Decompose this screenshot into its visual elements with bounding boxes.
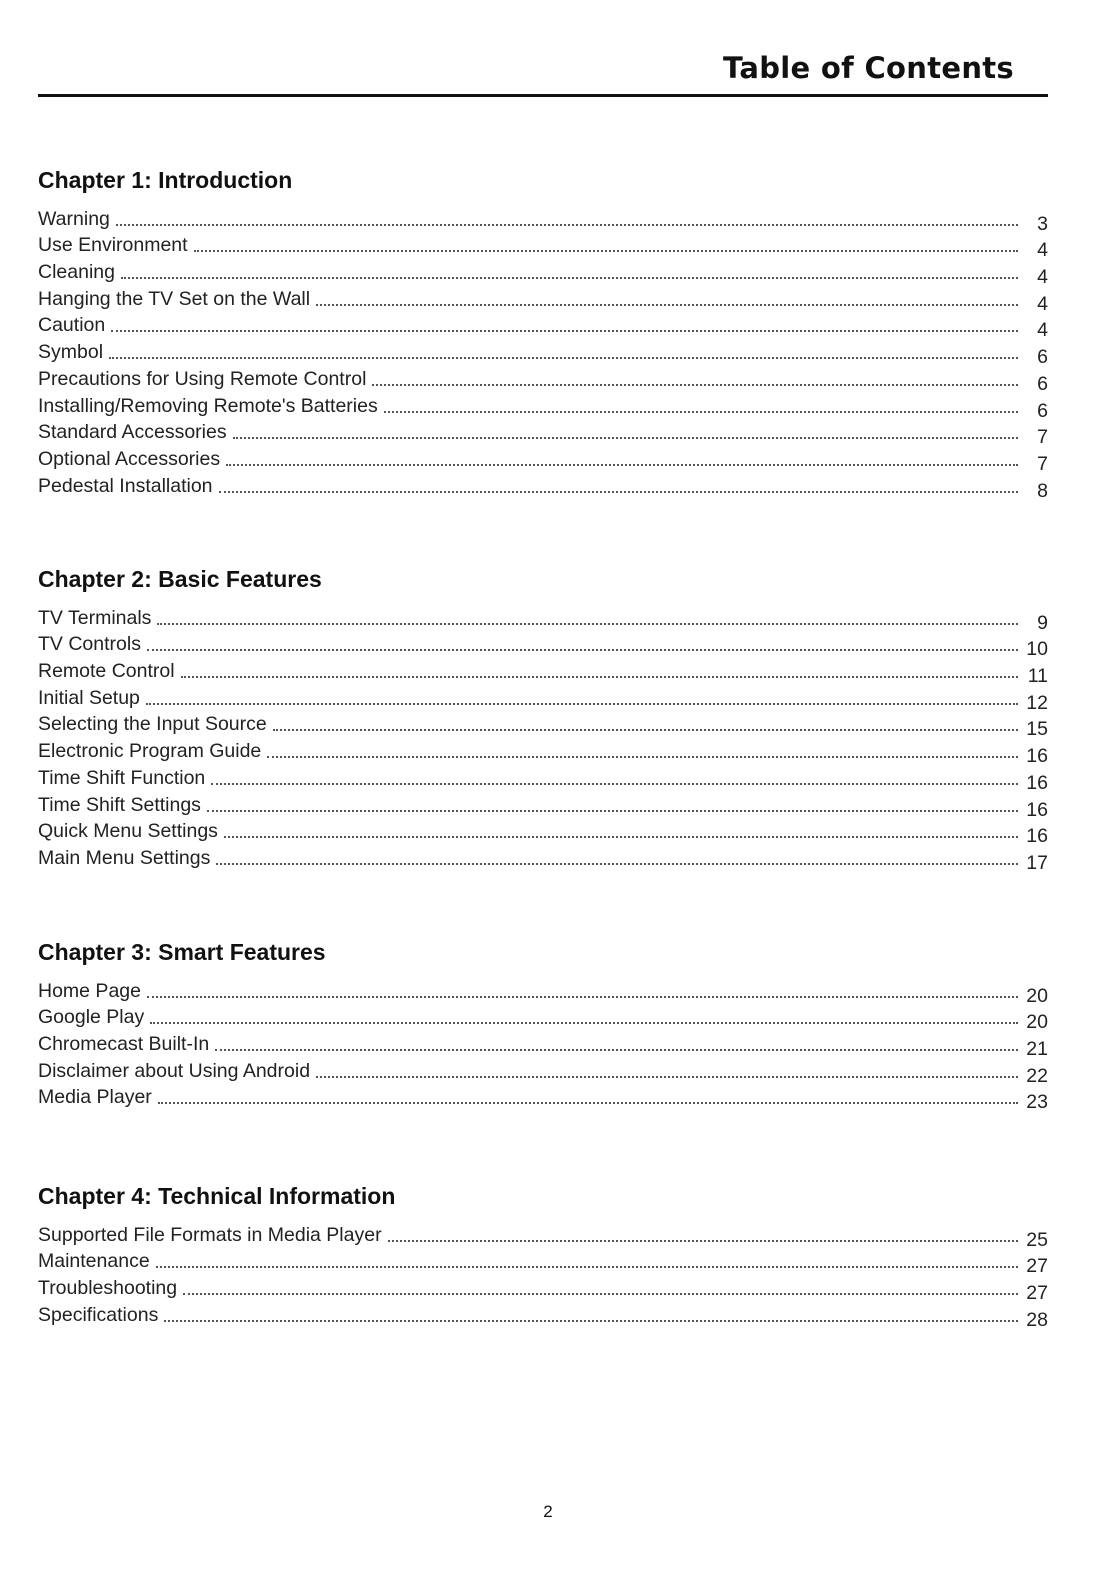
dot-leader: [150, 1022, 1018, 1024]
chapter-1-introduction: [38, 165, 1048, 502]
toc-entry-title: Cleaning: [38, 261, 115, 284]
toc-entry-title: Specifications: [38, 1303, 159, 1326]
toc-entry-title: Disclaimer about Using Android: [38, 1059, 311, 1082]
toc-entry[interactable]: [38, 1299, 1048, 1331]
toc-entry-page-number: 28: [1026, 1308, 1048, 1331]
chapter-heading: Chapter 2: Basic Features: [38, 566, 322, 592]
toc-entry-page-number: 4: [1037, 292, 1048, 315]
toc-list: [38, 602, 1048, 874]
toc-entry-page-number: 27: [1026, 1255, 1048, 1278]
toc-entry-title: Media Player: [38, 1086, 152, 1109]
dot-leader: [224, 836, 1018, 838]
toc-entry-title: TV Controls: [38, 633, 141, 656]
toc-entry[interactable]: [38, 336, 1048, 369]
toc-entry-title: Maintenance: [38, 1250, 150, 1273]
toc-entry[interactable]: [38, 816, 1048, 848]
dot-leader: [111, 330, 1018, 332]
toc-entry-page-number: 4: [1037, 266, 1048, 289]
toc-entry-title: Pedestal Installation: [38, 474, 213, 497]
toc-entry[interactable]: [38, 842, 1048, 874]
toc-entry-title: Quick Menu Settings: [38, 820, 218, 843]
toc-entry[interactable]: [38, 762, 1048, 794]
toc-entry[interactable]: [38, 1272, 1048, 1305]
dot-leader: [233, 437, 1018, 439]
toc-entry-page-number: 7: [1037, 452, 1048, 475]
chapter-heading: Chapter 4: Technical Information: [38, 1183, 396, 1209]
toc-entry-page-number: 9: [1037, 611, 1048, 634]
toc-entry-page-number: 16: [1026, 825, 1048, 848]
toc-entry-page-number: 4: [1037, 319, 1048, 342]
toc-entry-title: Supported File Formats in Media Player: [38, 1223, 382, 1246]
chapter-4-technical-information: [38, 1181, 1048, 1331]
toc-entry-title: Optional Accessories: [38, 447, 221, 470]
chapter-heading: Chapter 1: Introduction: [38, 167, 293, 193]
toc-entry-title: Remote Control: [38, 660, 175, 683]
toc-entry[interactable]: [38, 1002, 1048, 1034]
toc-entry-title: Time Shift Settings: [38, 793, 201, 816]
toc-entry[interactable]: [38, 256, 1048, 289]
dot-leader: [147, 996, 1018, 998]
toc-entry-page-number: 7: [1037, 426, 1048, 449]
toc-entry[interactable]: [38, 682, 1048, 714]
toc-entry-page-number: 8: [1037, 479, 1048, 502]
toc-entry-page-number: 16: [1026, 771, 1048, 794]
toc-entry-page-number: 16: [1026, 745, 1048, 768]
dot-leader: [384, 411, 1018, 413]
toc-entry-page-number: 3: [1037, 212, 1048, 235]
toc-list: [38, 203, 1048, 502]
dot-leader: [194, 250, 1018, 252]
page-header: [38, 48, 1048, 97]
toc-entry-title: Main Menu Settings: [38, 846, 211, 869]
dot-leader: [316, 1076, 1018, 1078]
chapter-2-basic-features: [38, 564, 1048, 874]
toc-entry-title: Google Play: [38, 1006, 145, 1029]
toc-entry[interactable]: [38, 230, 1048, 262]
toc-entry-page-number: 6: [1037, 399, 1048, 422]
toc-entry[interactable]: [38, 602, 1048, 634]
toc-list: [38, 975, 1048, 1114]
toc-entry-title: Hanging the TV Set on the Wall: [38, 287, 311, 310]
toc-entry[interactable]: [38, 1219, 1048, 1251]
toc-entry-page-number: 20: [1026, 984, 1048, 1007]
toc-entry-page-number: 16: [1026, 798, 1048, 821]
toc-entry[interactable]: [38, 1028, 1048, 1061]
toc-entry-title: Electronic Program Guide: [38, 740, 262, 763]
dot-leader: [372, 384, 1018, 386]
dot-leader: [183, 1293, 1018, 1295]
toc-entry[interactable]: [38, 1055, 1048, 1087]
toc-entry-title: Chromecast Built-In: [38, 1033, 210, 1056]
dot-leader: [156, 1266, 1018, 1268]
toc-entry-page-number: 12: [1026, 691, 1048, 714]
toc-entry[interactable]: [38, 390, 1048, 422]
toc-entry[interactable]: [38, 735, 1048, 768]
toc-entry-title: Initial Setup: [38, 686, 140, 709]
dot-leader: [116, 224, 1018, 226]
toc-entry-title: Home Page: [38, 979, 141, 1002]
toc-entry-page-number: 21: [1026, 1038, 1048, 1061]
toc-entry[interactable]: [38, 417, 1048, 449]
toc-entry-title: Warning: [38, 207, 110, 230]
toc-entry-page-number: 6: [1037, 346, 1048, 369]
toc-entry[interactable]: [38, 709, 1048, 741]
dot-leader: [158, 1102, 1018, 1104]
dot-leader: [109, 357, 1018, 359]
dot-leader: [121, 277, 1018, 279]
toc-entry[interactable]: [38, 1246, 1048, 1278]
toc-entry[interactable]: [38, 443, 1048, 475]
chapter-3-smart-features: [38, 937, 1048, 1114]
toc-entry-page-number: 23: [1026, 1091, 1048, 1114]
toc-entry[interactable]: [38, 470, 1048, 502]
toc-entry-title: Installing/Removing Remote's Batteries: [38, 394, 378, 417]
dot-leader: [219, 491, 1018, 493]
toc-entry[interactable]: [38, 789, 1048, 821]
dot-leader: [146, 703, 1018, 705]
dot-leader: [215, 1049, 1018, 1051]
toc-entry-title: Time Shift Function: [38, 766, 206, 789]
toc-entry-page-number: 20: [1026, 1011, 1048, 1034]
toc-entry[interactable]: [38, 975, 1048, 1007]
dot-leader: [157, 623, 1018, 625]
toc-entry-page-number: 11: [1027, 665, 1048, 688]
toc-entry-title: Precautions for Using Remote Control: [38, 367, 367, 390]
toc-entry-page-number: 17: [1026, 851, 1048, 874]
toc-entry-title: Troubleshooting: [38, 1277, 178, 1300]
toc-entry[interactable]: [38, 629, 1048, 661]
chapter-heading: Chapter 3: Smart Features: [38, 939, 326, 965]
toc-entry[interactable]: [38, 655, 1048, 688]
dot-leader: [226, 464, 1018, 466]
toc-entry-page-number: 25: [1026, 1228, 1048, 1251]
toc-entry[interactable]: [38, 283, 1048, 315]
toc-entry-page-number: 10: [1026, 638, 1048, 661]
dot-leader: [211, 783, 1018, 785]
page-title: Table of Contents: [723, 51, 1014, 85]
toc-entry-title: Selecting the Input Source: [38, 713, 267, 736]
toc-entry-page-number: 6: [1037, 372, 1048, 395]
dot-leader: [267, 756, 1018, 758]
dot-leader: [388, 1240, 1018, 1242]
toc-entry-page-number: 27: [1026, 1282, 1048, 1305]
dot-leader: [216, 863, 1018, 865]
dot-leader: [207, 810, 1018, 812]
dot-leader: [316, 304, 1018, 306]
toc-entry-page-number: 15: [1026, 718, 1048, 741]
dot-leader: [164, 1320, 1018, 1322]
page-number: 2: [543, 1502, 553, 1521]
toc-entry[interactable]: [38, 310, 1048, 342]
toc-entry-page-number: 4: [1037, 239, 1048, 262]
toc-entry-title: Use Environment: [38, 234, 188, 257]
toc-entry[interactable]: [38, 363, 1048, 395]
toc-entry[interactable]: [38, 1082, 1048, 1114]
toc-list: [38, 1219, 1048, 1331]
toc-entry-page-number: 22: [1026, 1064, 1048, 1087]
toc-entry-title: Symbol: [38, 341, 104, 364]
toc-entry[interactable]: [38, 203, 1048, 235]
toc-entry-title: TV Terminals: [38, 606, 152, 629]
dot-leader: [273, 729, 1018, 731]
dot-leader: [181, 676, 1018, 678]
dot-leader: [147, 649, 1018, 651]
toc-entry-title: Standard Accessories: [38, 421, 227, 444]
toc-entry-title: Caution: [38, 314, 106, 337]
